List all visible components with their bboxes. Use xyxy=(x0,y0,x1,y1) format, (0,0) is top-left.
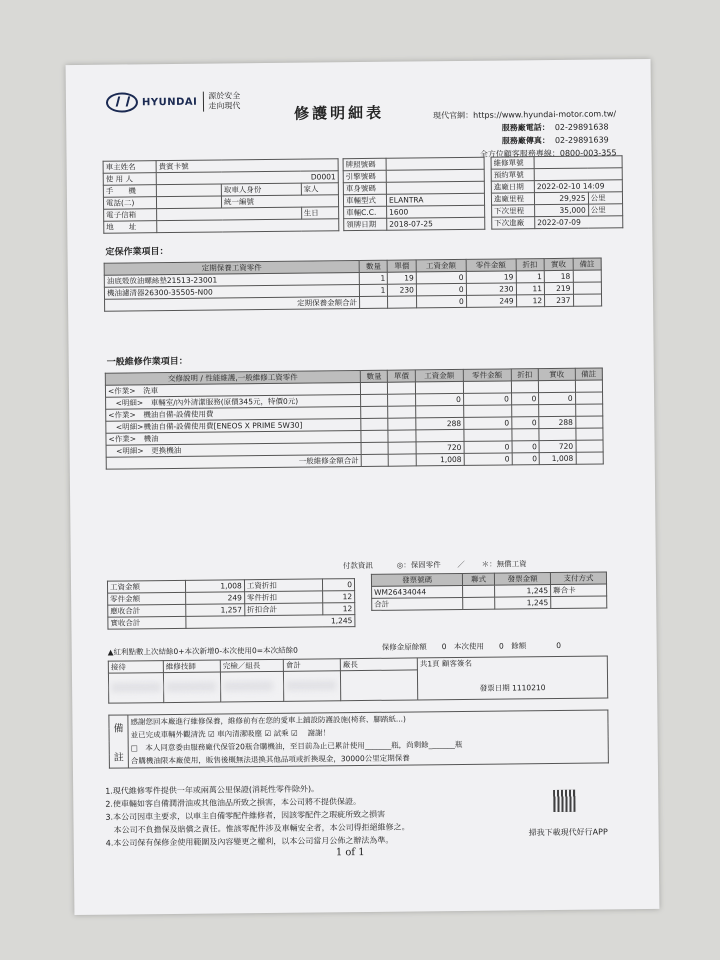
col-invoice-no: 發票號碼 xyxy=(371,573,462,586)
page-title: 修護明細表 xyxy=(293,103,385,123)
sign-technician: 維修技師 xyxy=(163,660,220,673)
hyundai-emblem-icon xyxy=(106,92,138,112)
invoice-date: 發票日期 1110210 xyxy=(479,683,546,693)
cell-item: <作業> 機油自備-設備使用費 xyxy=(106,407,361,422)
cell-labor: 0 xyxy=(416,271,466,284)
parts-disc-value: 12 xyxy=(322,591,354,603)
labor-value: 1,008 xyxy=(185,580,244,593)
page-info: 共1頁 顧客簽名 xyxy=(419,658,473,669)
labor-label: 工資金額 xyxy=(107,580,185,593)
slogan xyxy=(203,91,240,111)
col-parts: 零件金額 xyxy=(463,369,511,382)
plate-value xyxy=(386,157,484,170)
cell-item: <作業> 洗車 xyxy=(105,383,360,398)
paid-label: 實收合計 xyxy=(108,616,186,629)
cell-note xyxy=(575,404,603,416)
fax-value: 02-29891639 xyxy=(554,135,609,145)
col-discount: 折扣 xyxy=(511,369,539,381)
customer-table xyxy=(103,158,340,233)
note-3: 3.本公司因車主要求，以車主自備零配件維修者，因該零配件之瑕疵所致之損害 xyxy=(105,809,386,822)
id-value: 家人 xyxy=(301,183,339,195)
cell-qty xyxy=(361,454,389,466)
vehicle-table xyxy=(343,157,486,231)
remarks-line-4: 合購機油限本廠使用，販售後概無法退換其他品項或折換現金，30000公里定期保養 xyxy=(128,749,608,768)
remarks-line-1: 感謝您回本廠進行維修保養，維修前有在您的愛車上鋪設防護設施(椅套、腳踏紙...) xyxy=(128,710,608,729)
appt-value xyxy=(534,168,622,181)
tel-label: 服務廠電話： xyxy=(501,123,550,133)
note-4: 4.本公司保有保修金使用範圍及內容變更之權利，以本公司當月公佈之辦法為準。 xyxy=(105,835,394,848)
mileage-value: 29,925 xyxy=(534,192,588,205)
slogan-line-1: 源於安全 xyxy=(208,91,241,101)
general-table xyxy=(105,367,604,469)
labor-disc-label: 工資折扣 xyxy=(244,579,322,592)
general-section-title: 一般維修作業項目： xyxy=(106,356,188,368)
qr-code-icon[interactable] xyxy=(553,790,575,812)
cell-paid: 18 xyxy=(544,270,573,282)
cell-price xyxy=(388,406,416,418)
cell-price xyxy=(388,418,416,430)
col-parts: 零件金額 xyxy=(466,259,516,272)
sign-accounting-blank xyxy=(283,671,340,702)
repair-invoice-sheet xyxy=(66,59,660,915)
tel-value: 02-29891638 xyxy=(554,122,609,132)
legend-slash: ／ xyxy=(457,559,465,570)
cell-qty: 1 xyxy=(359,284,388,296)
page-number: 1 of 1 xyxy=(335,846,365,859)
mileage-unit: 公里 xyxy=(588,192,622,204)
license-value: 2018-07-25 xyxy=(387,217,485,230)
cell-note xyxy=(575,380,603,392)
note-2: 2.使車輛如客自備潤滑油或其他油品所致之損害，本公司將不提供保證。 xyxy=(105,797,361,809)
cell-parts: 0 xyxy=(464,453,512,466)
owner-label: 車主姓名 xyxy=(103,161,156,174)
cell-paid: 288 xyxy=(539,416,575,428)
cell-paid: 1,008 xyxy=(539,452,575,464)
tax-label: 統一編號 xyxy=(221,195,338,208)
repair-no-value xyxy=(534,156,622,169)
legend-warranty: ◎：保固零件 xyxy=(396,560,441,570)
col-labor: 工資金額 xyxy=(415,369,463,382)
cell-note xyxy=(573,282,602,294)
cell-price xyxy=(388,430,416,442)
sign-manager-blank xyxy=(340,670,417,701)
phone-label: 手 機 xyxy=(103,185,156,198)
cell-price xyxy=(389,454,417,466)
cell-paid xyxy=(539,380,575,392)
cell-labor: 0 xyxy=(416,295,466,308)
cell-note xyxy=(576,440,604,452)
model-value: ELANTRA xyxy=(386,193,484,206)
remarks-label xyxy=(109,715,129,768)
cell-labor: 720 xyxy=(416,441,464,454)
col-pay-method: 支付方式 xyxy=(550,572,606,585)
id-label: 取車人身份 xyxy=(221,183,301,196)
cell-discount: 0 xyxy=(512,453,540,465)
cell-labor: 288 xyxy=(416,417,464,430)
periodic-table xyxy=(104,257,602,311)
col-qty: 數量 xyxy=(359,260,388,272)
fax-label: 服務廠傳真： xyxy=(501,136,550,146)
bonus-points: ▲紅利點數上次結餘0+本次新增0-本次使用0=本次結餘0 xyxy=(107,645,298,657)
cell-qty xyxy=(360,382,388,394)
service-table xyxy=(491,155,624,229)
cell-price: 230 xyxy=(388,284,417,296)
cell-price xyxy=(388,382,416,394)
cell-parts: 230 xyxy=(466,283,516,296)
remarks-label-1: 備 xyxy=(113,723,124,735)
cell-item: 油底殼放油螺絲墊21513-23001 xyxy=(104,273,359,288)
cell-qty xyxy=(361,406,389,418)
cell-item: <明細> 更換機油 xyxy=(106,443,361,458)
cell-invoice-no: WM26434044 xyxy=(372,585,463,598)
cell-price: 19 xyxy=(388,272,417,284)
sign-manager: 廠長 xyxy=(340,658,417,671)
cell-note xyxy=(575,392,603,404)
next-date-label: 下次進廠 xyxy=(492,217,535,229)
cell-discount xyxy=(512,429,540,441)
cell-discount: 0 xyxy=(512,417,540,429)
cell-paid xyxy=(539,404,575,416)
col-item: 定期保養工資零件 xyxy=(104,261,359,276)
next-mileage-value: 35,000 xyxy=(535,204,589,217)
sign-reception-blank xyxy=(108,673,163,704)
customer-signature-box xyxy=(417,656,607,700)
cell-pay-method: 聯合卡 xyxy=(551,584,607,597)
cell-price xyxy=(388,296,417,308)
periodic-section-title: 定保作業項目： xyxy=(105,247,169,258)
col-note: 備註 xyxy=(573,258,602,270)
remarks-line-2: 並已完成車輛外觀清洗 ☑ 車內清潔吸塵 ☑ 試乘 ☑ 謝謝！ xyxy=(128,723,608,741)
summary-table xyxy=(107,578,355,630)
cell-labor: 0 xyxy=(415,393,463,406)
email-label: 電子信箱 xyxy=(104,209,157,222)
total-row xyxy=(372,596,607,610)
cell-labor: 1,008 xyxy=(416,453,464,466)
cell-item: <作業> 機油 xyxy=(106,431,361,446)
addr-value xyxy=(157,219,339,233)
cell-discount: 12 xyxy=(516,295,545,307)
col-note: 備註 xyxy=(575,368,603,380)
cell-note xyxy=(575,428,603,440)
phone-value xyxy=(156,184,221,197)
body-value xyxy=(386,181,484,194)
col-paid: 實收 xyxy=(539,368,575,380)
cell-invoice-amount: 1,245 xyxy=(495,585,551,598)
next-date-value: 2022-07-09 xyxy=(535,216,623,229)
receivable-label: 應收合計 xyxy=(108,604,186,617)
mileage-label: 進廠里程 xyxy=(491,193,534,205)
sign-inspector: 完檢／組長 xyxy=(220,659,283,672)
cell-item: 機油濾清器26300-35505-N00 xyxy=(104,285,359,300)
cell-parts: 0 xyxy=(464,417,512,430)
cell-qty xyxy=(361,430,389,442)
signature-table xyxy=(108,655,608,703)
parts-value: 249 xyxy=(185,592,244,605)
cell-discount: 0 xyxy=(512,441,540,453)
cell-invoice-type xyxy=(463,585,495,597)
cell-parts: 19 xyxy=(466,271,516,284)
cc-label: 車輛C.C. xyxy=(344,206,387,218)
cell-note xyxy=(575,416,603,428)
col-discount: 折扣 xyxy=(516,259,545,271)
cell-note xyxy=(573,270,602,282)
cell-labor: 0 xyxy=(416,283,466,296)
user-label: 使 用 人 xyxy=(103,173,156,186)
cell-price xyxy=(388,394,416,406)
cell-parts: 0 xyxy=(463,393,511,406)
cell-note xyxy=(576,452,604,464)
disc-total-label: 折扣合計 xyxy=(244,603,322,616)
owner-value: 貴賓卡號 xyxy=(156,159,338,173)
invoice-total-label: 合計 xyxy=(372,597,463,610)
cell-parts xyxy=(463,381,511,394)
next-mileage-label: 下次里程 xyxy=(492,205,535,217)
appt-label: 預約單號 xyxy=(491,169,534,181)
user-value: D0001 xyxy=(156,171,338,185)
date-value: 2022-02-10 14:09 xyxy=(534,180,622,193)
disc-total-value: 12 xyxy=(322,603,354,615)
hotline: 全方位顧客服務專線：0800-003-355 xyxy=(479,148,617,159)
cell-parts xyxy=(463,405,511,418)
phone2-label: 電話(二) xyxy=(103,197,156,210)
cell-pay-method xyxy=(551,596,607,609)
cell-parts xyxy=(464,429,512,442)
cell-qty xyxy=(361,442,389,454)
remarks-line-3: □ 本人同意委由服務廠代保管20瓶合購機油，至目前為止已累計使用_______瓶，尚剩餘_______瓶 xyxy=(128,736,608,754)
cell-discount: 1 xyxy=(516,271,545,283)
cell-paid: 237 xyxy=(545,294,574,306)
labor-disc-value: 0 xyxy=(322,579,354,591)
cell-item: <明細> 車輛室/內外清潔服務(原價345元，特價0元) xyxy=(106,395,361,410)
total-label: 一般維修金額合計 xyxy=(106,455,361,470)
birth-label: 生日 xyxy=(301,207,339,219)
deposit-balance: 保修金原餘額 0 本次使用 0 餘額 0 xyxy=(381,640,562,652)
cell-discount: 11 xyxy=(516,283,545,295)
col-paid: 實收 xyxy=(544,258,573,270)
legend-free: ＊：無償工資 xyxy=(481,559,527,569)
qr-caption: 掃我下載現代好行APP xyxy=(528,827,608,838)
cell-note xyxy=(573,294,602,306)
license-label: 領牌日期 xyxy=(344,218,387,230)
next-mileage-unit: 公里 xyxy=(588,204,622,216)
payment-title: 付款資訊 xyxy=(342,560,373,571)
cell-paid xyxy=(539,428,575,440)
col-invoice-amount: 發票金額 xyxy=(495,573,551,586)
cell-discount: 0 xyxy=(511,393,539,405)
addr-label: 地 址 xyxy=(104,221,157,234)
remarks-table xyxy=(108,709,609,768)
invoice-table xyxy=(371,571,607,610)
repair-no-label: 維修單號 xyxy=(491,157,534,169)
phone2-value xyxy=(156,196,221,209)
terms-notes xyxy=(105,782,410,850)
cell-qty xyxy=(360,296,389,308)
cell-paid: 0 xyxy=(539,392,575,404)
engine-label: 引擎號碼 xyxy=(343,170,386,182)
cell-item: <明細>機油自備-設備使用費[ENEOS X PRIME 5W30] xyxy=(106,419,361,434)
website: 現代官網：https://www.hyundai-motor.com.tw/ xyxy=(433,109,617,121)
sign-inspector-blank xyxy=(220,671,283,702)
cell-qty xyxy=(361,394,389,406)
remarks-label-2: 註 xyxy=(113,752,124,764)
note-1: 1.現代維修零件提供一年或兩萬公里保證(消耗性零件除外)。 xyxy=(105,784,320,796)
cell-labor xyxy=(415,405,463,418)
hyundai-logo xyxy=(106,91,241,112)
body-label: 車身號碼 xyxy=(343,182,386,194)
info-block xyxy=(103,155,624,233)
plate-label: 牌照號碼 xyxy=(343,158,386,170)
cell-qty xyxy=(361,418,389,430)
invoice-total-value: 1,245 xyxy=(495,597,551,610)
cell-qty: 1 xyxy=(359,272,388,284)
sign-reception: 接待 xyxy=(108,661,163,674)
sign-technician-blank xyxy=(163,672,220,703)
payment-legend xyxy=(343,558,527,571)
engine-value xyxy=(386,169,484,182)
cell-parts: 0 xyxy=(464,441,512,454)
col-qty: 數量 xyxy=(360,370,388,382)
cc-value: 1600 xyxy=(387,205,485,218)
cell-price xyxy=(388,442,416,454)
col-labor: 工資金額 xyxy=(416,259,466,272)
cell-labor xyxy=(415,381,463,394)
cell-discount xyxy=(511,405,539,417)
cell-paid: 219 xyxy=(544,282,573,294)
col-item: 交修說明 / 性能維護,一般維修工資零件 xyxy=(105,371,360,386)
col-price: 單價 xyxy=(388,370,416,382)
parts-disc-label: 零件折扣 xyxy=(244,591,322,604)
receivable-value: 1,257 xyxy=(186,604,245,617)
sign-accounting: 會計 xyxy=(283,659,340,672)
slogan-line-2: 走向現代 xyxy=(208,101,241,111)
cell-discount xyxy=(511,381,539,393)
col-invoice-type: 聯式 xyxy=(463,573,495,585)
total-label: 定期保養金額合計 xyxy=(105,297,360,312)
paid-value: 1,245 xyxy=(186,615,355,629)
contact-info xyxy=(411,107,617,161)
cell-invoice-type xyxy=(463,597,495,609)
note-3-cont: 本公司不負擔保及賠償之責任。惟該零配件涉及車輛安全者，本公司得拒絕維修之。 xyxy=(105,822,410,835)
logo-text: HYUNDAI xyxy=(141,96,198,108)
cell-paid: 720 xyxy=(539,440,575,452)
parts-label: 零件金額 xyxy=(108,592,186,605)
col-price: 單價 xyxy=(388,260,417,272)
cell-parts: 249 xyxy=(466,295,516,308)
model-label: 車輛型式 xyxy=(343,194,386,206)
date-label: 進廠日期 xyxy=(491,181,534,193)
cell-labor xyxy=(416,429,464,442)
